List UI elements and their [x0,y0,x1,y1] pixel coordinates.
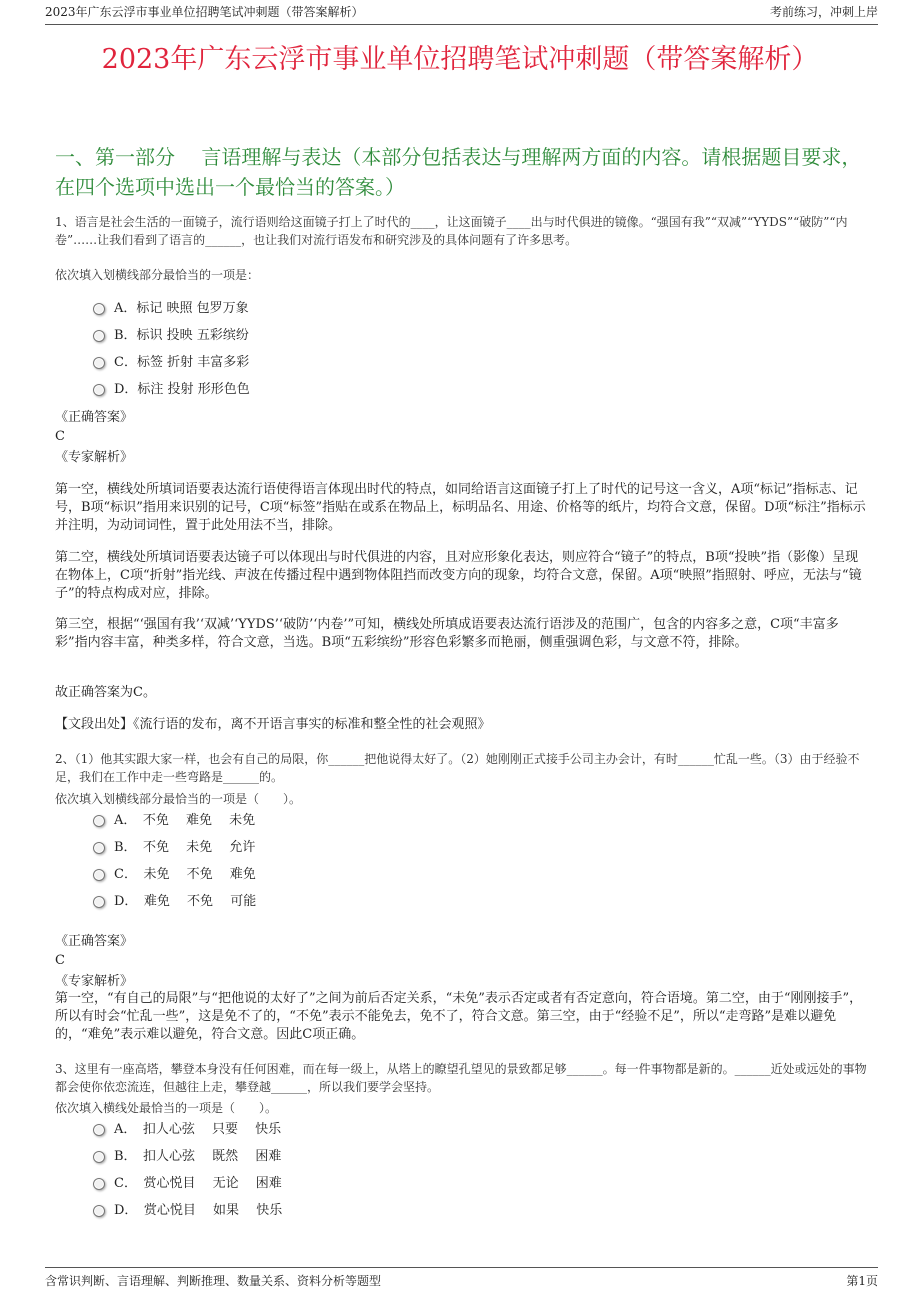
q1-analysis-label: 《专家解析》 [55,450,134,465]
q2-option-a[interactable]: A． 不免 难免 未免 [93,807,256,834]
radio-icon[interactable] [93,1178,105,1190]
q1-options [93,295,250,403]
q1-analysis-p3: 第三空，根据“‘强国有我’‘双减’‘YYDS’‘破防’‘内卷’”可知，横线处所填成语要表达流行语涉及的范围广，包含的内容多之意，C项“丰富多彩”指内容丰富，种类多样，符合文意，当选。B项“五彩缤纷”形容色彩繁多而艳丽，侧重强调色彩，与文意不符，排除。 [55,617,839,650]
q2-options [93,807,256,915]
q2-stem: 2、（1）他其实跟大家一样，也会有自己的局限，你______把他说得太好了。（2）她刚刚正式接手公司主办会计，有时______忙乱一些。（3）由于经验不足，我们在工作中走一些弯路是______的。 [55,752,860,784]
radio-icon[interactable] [93,1124,105,1136]
page-header [45,0,878,25]
q1-option-b[interactable]: B．标识 投映 五彩缤纷 [93,322,250,349]
radio-icon[interactable] [93,842,105,854]
q2-prompt: 依次填入划横线部分最恰当的一项是（ ）。 [55,792,302,806]
q3-option-d[interactable]: D． 赏心悦目 如果 快乐 [93,1197,282,1224]
q1-stem: 1、语言是社会生活的一面镜子，流行语则给这面镜子打上了时代的____，让这面镜子____出与时代俱进的镜像。“强国有我”“双减”“YYDS”“破防”“内卷”……让我们看到了语言的______，也让我们对流行语发布和研究涉及的具体问题有了许多思考。 [55,215,848,247]
radio-icon[interactable] [93,384,105,396]
q2-option-c[interactable]: C． 未免 不免 难免 [93,861,256,888]
header-doc-title: 2023年广东云浮市事业单位招聘笔试冲刺题（带答案解析） [45,5,364,19]
footer-topics: 含常识判断、言语理解、判断推理、数量关系、资料分析等题型 [45,1274,382,1288]
q1-prompt: 依次填入划横线部分最恰当的一项是： [55,268,260,282]
q1-answer: C [55,429,65,444]
page-number: 第1页 [846,1274,878,1288]
q1-source: 【文段出处】《流行语的发布，离不开语言事实的标准和整全性的社会观照》 [55,717,491,732]
q3-option-b[interactable]: B． 扣人心弦 既然 困难 [93,1143,282,1170]
q2-analysis: 第一空，“有自己的局限”与“把他说的太好了”之间为前后否定关系，“未免”表示否定或者有否定意向，符合语境。第二空，由于“刚刚接手”，所以有时会“忙乱一些”，这是免不了的，“不免”表示不能免去，免不了，符合文意。第三空，由于“经验不足”，所以“走弯路”是难以避免的，“难免”表示难以避免，符合文意。因此C项正确。 [55,991,863,1042]
page-title: 2023年广东云浮市事业单位招聘笔试冲刺题（带答案解析） [101,44,819,75]
radio-icon[interactable] [93,1151,105,1163]
radio-icon[interactable] [93,896,105,908]
radio-icon[interactable] [93,303,105,315]
q2-option-b[interactable]: B． 不免 未免 允许 [93,834,256,861]
radio-icon[interactable] [93,869,105,881]
q1-conclusion: 故正确答案为C。 [55,685,156,700]
header-slogan: 考前练习，冲刺上岸 [769,5,878,19]
radio-icon[interactable] [93,815,105,827]
radio-icon[interactable] [93,330,105,342]
q1-option-d[interactable]: D．标注 投射 形形色色 [93,376,250,403]
q1-option-a[interactable]: A．标记 映照 包罗万象 [93,295,250,322]
q2-answer-label: 《正确答案》 [55,934,134,949]
page-footer [45,1267,878,1294]
q1-option-c[interactable]: C．标签 折射 丰富多彩 [93,349,250,376]
q1-analysis-p1: 第一空，横线处所填词语要表达流行语使得语言体现出时代的特点，如同给语言这面镜子打上了时代的记号这一含义，A项“标记”指标志、记号，B项“标识”指用来识别的记号，C项“标签”指贴在或系在物品上，标明品名、用途、价格等的纸片，均符合文意，保留。D项“标注”指标示并注明，为动词词性，置于此处用法不当，排除。 [55,482,866,533]
q3-option-a[interactable]: A． 扣人心弦 只要 快乐 [93,1116,282,1143]
q2-answer: C [55,953,65,968]
q3-options [93,1116,282,1224]
radio-icon[interactable] [93,357,105,369]
q1-answer-label: 《正确答案》 [55,410,134,425]
q3-option-c[interactable]: C． 赏心悦目 无论 困难 [93,1170,282,1197]
q2-analysis-label: 《专家解析》 [55,974,134,989]
q2-option-d[interactable]: D． 难免 不免 可能 [93,888,256,915]
radio-icon[interactable] [93,1205,105,1217]
q3-stem: 3、这里有一座高塔，攀登本身没有任何困难，而在每一级上，从塔上的瞭望孔望见的景致都足够______。每一件事物都是新的。______近处或远处的事物都会使你依恋流连，但越往上走，攀登越______，所以我们要学会坚持。 [55,1062,867,1094]
section-heading: 一、第一部分 言语理解与表达（本部分包括表达与理解两方面的内容。请根据题目要求，在四个选项中选出一个最恰当的答案。） [55,145,862,199]
q1-analysis-p2: 第二空，横线处所填词语要表达镜子可以体现出与时代俱进的内容，且对应形象化表达，则应符合“镜子”的特点，B项“投映”指（影像）呈现在物体上，C项“折射”指光线、声波在传播过程中遇到物体阻挡而改变方向的现象，均符合文意，保留。A项“映照”指照射、呼应，无法与“镜子”的特点构成对应，排除。 [55,550,862,601]
q3-prompt: 依次填入横线处最恰当的一项是（ ）。 [55,1101,278,1115]
